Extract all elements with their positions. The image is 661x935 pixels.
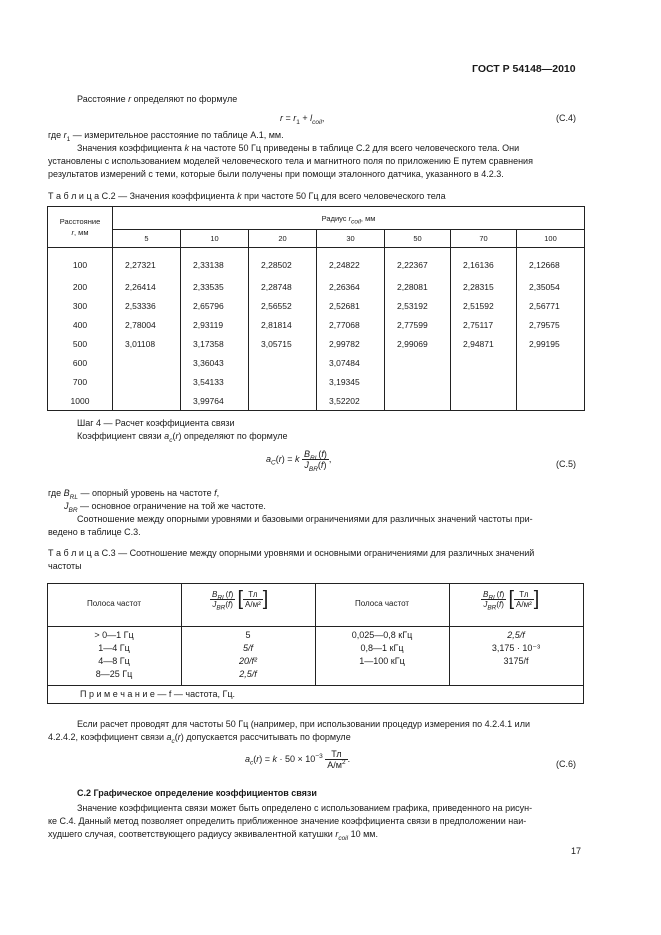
c2-value-cell: 2,26414 — [113, 277, 181, 296]
table-row — [48, 334, 585, 353]
c2-value-cell: 3,19345 — [317, 372, 385, 391]
c2-radius-70: 70 — [451, 230, 517, 248]
c2-value-cell: 2,28748 — [249, 277, 317, 296]
c2-value-cell: 2,26364 — [317, 277, 385, 296]
c2-distance-cell: 300 — [48, 296, 113, 315]
step4-para-line1: Соотношение между опорными уровнями и базовыми ограничениями для различных значений частоты при- — [77, 514, 533, 524]
formula-c5: $a_C(r) = k$ $\frac{B_{RL}(f)}{J_{BR}(f)}$ , — [266, 449, 332, 473]
c2-value-cell — [517, 353, 585, 372]
c2-distance-cell: 700 — [48, 372, 113, 391]
c3-left-band-1: > 0—1 Гц — [94, 630, 134, 640]
c2-value-cell: 2,79575 — [517, 315, 585, 334]
c2-radius-100: 100 — [517, 230, 585, 248]
c2-radius-20: 20 — [249, 230, 317, 248]
c3-header-ratio-left: $\frac{B_{RL}(f)}{J_{BR}(f)}$ [ $\frac{Тл}{\text{А/м²}}$ ] — [212, 588, 269, 612]
table-row — [48, 353, 585, 372]
c2-value-cell: 2,33535 — [181, 277, 249, 296]
c2-value-cell: 2,65796 — [181, 296, 249, 315]
section-c2-line1: Значение коэффициента связи может быть определено с использованием графика, приведенного на рисун- — [77, 803, 533, 813]
c2-value-cell: 2,99195 — [517, 334, 585, 353]
c3-right-band-1: 0,025—0,8 кГц — [351, 630, 413, 640]
para-k-line1: Значения коэффициента k на частоте 50 Гц приведены в таблице С.2 для всего человеческого тела. Они — [77, 143, 520, 153]
table-row — [48, 277, 585, 296]
c2-value-cell: 2,35054 — [517, 277, 585, 296]
c2-value-cell: 2,12668 — [517, 248, 585, 278]
c2-value-cell — [385, 372, 451, 391]
c2-value-cell — [249, 391, 317, 411]
c2-value-cell: 3,52202 — [317, 391, 385, 411]
where-brl: где $B_{RL}$ — опорный уровень на частоте f, — [48, 488, 220, 501]
c3-left-value-4: 2,5/f — [239, 669, 257, 679]
c3-left-band-2: 1—4 Гц — [98, 643, 130, 653]
section-c2-line3: худшего случая, соответствующего радиусу эквивалентной катушки $r_{coil}$ 10 мм. — [48, 829, 378, 842]
c2-value-cell: 2,24822 — [317, 248, 385, 278]
c2-value-cell: 2,75117 — [451, 315, 517, 334]
table-row — [48, 315, 585, 334]
c2-value-cell: 3,07484 — [317, 353, 385, 372]
c2-value-cell: 2,28502 — [249, 248, 317, 278]
c3-note: П р и м е ч а н и е — f — частота, Гц. — [80, 689, 235, 699]
c3-right-value-1: 2,5/f — [507, 630, 525, 640]
eq-number-c4: (С.4) — [556, 113, 576, 123]
c2-value-cell: 3,54133 — [181, 372, 249, 391]
where-jbr: $J_{BR}$ — основное ограничение на той же частоте. — [64, 501, 266, 514]
c2-value-cell: 2,56552 — [249, 296, 317, 315]
c2-value-cell: 3,36043 — [181, 353, 249, 372]
formula-c4: $r = r_1 + l_{coil}$, — [280, 113, 325, 126]
c2-value-cell — [517, 391, 585, 411]
c2-value-cell: 2,56771 — [517, 296, 585, 315]
c2-value-cell — [451, 372, 517, 391]
standard-header: ГОСТ Р 54148—2010 — [472, 63, 576, 75]
table-c3-caption-line2: частоты — [48, 561, 82, 571]
c2-radius-50: 50 — [385, 230, 451, 248]
section-c2-line2: ке С.4. Данный метод позволяет определить приближенное значение коэффициента связи в предположении наи- — [48, 816, 527, 826]
table-row — [48, 296, 585, 315]
c3-left-value-2: 5/f — [242, 643, 253, 653]
eq-number-c5: (С.5) — [556, 459, 576, 469]
step4-para-line2: ведено в таблице С.3. — [48, 527, 141, 537]
c3-right-band-2: 0,8—1 кГц — [360, 643, 404, 653]
c3-left-value-3: 20/f² — [238, 656, 257, 666]
c2-value-cell: 2,78004 — [113, 315, 181, 334]
c2-value-cell: 2,27321 — [113, 248, 181, 278]
eq-number-c6: (С.6) — [556, 759, 576, 769]
c2-value-cell: 3,05715 — [249, 334, 317, 353]
para-k-line3: результатов измерений с теми, которые были получены при помощи эталонного датчика, указанного в 4.2.3. — [48, 169, 504, 179]
c2-radius-5: 5 — [113, 230, 181, 248]
c2-value-cell — [113, 353, 181, 372]
c2-distance-cell: 400 — [48, 315, 113, 334]
c2-value-cell — [249, 372, 317, 391]
c3-left-band-3: 4—8 Гц — [98, 656, 130, 666]
c2-header-distance: Расстояние r, мм — [48, 207, 113, 248]
calc50-line2: 4.2.4.2, коэффициент связи $a_c(r)$ допускается рассчитывать по формуле — [48, 732, 351, 745]
c2-value-cell: 2,51592 — [451, 296, 517, 315]
c2-value-cell: 3,99764 — [181, 391, 249, 411]
table-row — [48, 372, 585, 391]
c2-value-cell: 2,99782 — [317, 334, 385, 353]
c2-value-cell: 3,17358 — [181, 334, 249, 353]
page-number: 17 — [571, 846, 582, 856]
c2-distance-cell: 100 — [48, 248, 113, 278]
where-r1: где $r_1$ — измерительное расстояние по таблице А.1, мм. — [48, 130, 284, 143]
c2-value-cell — [113, 391, 181, 411]
c2-value-cell: 3,01108 — [113, 334, 181, 353]
c2-radius-30: 30 — [317, 230, 385, 248]
c2-distance-cell: 1000 — [48, 391, 113, 411]
c2-value-cell — [385, 353, 451, 372]
c3-header-band-left: Полоса частот — [86, 599, 142, 608]
c2-value-cell — [113, 372, 181, 391]
step4-title: Шаг 4 — Расчет коэффициента связи — [77, 418, 235, 428]
c2-value-cell: 2,33138 — [181, 248, 249, 278]
formula-c6: $a_c(r) = k \cdot 50 \times 10^{-3}$ $\frac{Тл}{А/м^2}$ . — [245, 749, 351, 770]
c2-value-cell: 2,77599 — [385, 315, 451, 334]
section-c2-title: С.2 Графическое определение коэффициентов связи — [77, 788, 317, 798]
table-c3 — [47, 583, 584, 704]
c2-value-cell: 2,77068 — [317, 315, 385, 334]
c2-value-cell: 2,99069 — [385, 334, 451, 353]
c3-right-value-3: 3175/f — [503, 656, 529, 666]
c3-right-band-3: 1—100 кГц — [359, 656, 405, 666]
table-c3-caption-line1: Т а б л и ц а С.3 — Соотношение между опорными уровнями и основными ограничениями для различных значений — [48, 548, 535, 558]
c2-header-radius: Радиус $r_{coil}$, мм — [113, 207, 585, 230]
c2-distance-cell: 200 — [48, 277, 113, 296]
table-row — [48, 248, 585, 278]
c2-value-cell: 2,28315 — [451, 277, 517, 296]
c2-value-cell — [249, 353, 317, 372]
c2-distance-cell: 600 — [48, 353, 113, 372]
c2-distance-cell: 500 — [48, 334, 113, 353]
c2-value-cell: 2,93119 — [181, 315, 249, 334]
c2-value-cell: 2,16136 — [451, 248, 517, 278]
c2-value-cell: 2,22367 — [385, 248, 451, 278]
table-c2 — [47, 206, 585, 411]
c2-header-radii-row — [48, 230, 585, 248]
c3-header-band-right: Полоса частот — [354, 599, 410, 608]
c3-left-value-1: 5 — [245, 630, 251, 640]
calc50-line1: Если расчет проводят для частоты 50 Гц (например, при использовании процедур измерения по 4.2.4.1 или — [77, 719, 530, 729]
c2-value-cell: 2,94871 — [451, 334, 517, 353]
c3-right-value-2: 3,175 · 10⁻³ — [491, 643, 541, 653]
c2-value-cell — [385, 391, 451, 411]
c2-value-cell — [451, 391, 517, 411]
para-k-line2: установлены с использованием моделей человеческого тела и магнитного поля по приложению Е путем сравнения — [48, 156, 533, 166]
distance-line: Расстояние r определяют по формуле — [77, 94, 238, 104]
c3-header-ratio-right: $\frac{B_{RL}(f)}{J_{BR}(f)}$ [ $\frac{Тл}{\text{А/м²}}$ ] — [483, 588, 540, 612]
c2-value-cell — [451, 353, 517, 372]
c2-header-row — [48, 207, 585, 230]
c2-value-cell: 2,81814 — [249, 315, 317, 334]
c3-left-band-4: 8—25 Гц — [95, 669, 133, 679]
c2-radius-10: 10 — [181, 230, 249, 248]
c2-value-cell: 2,53192 — [385, 296, 451, 315]
c2-value-cell: 2,28081 — [385, 277, 451, 296]
table-row — [48, 391, 585, 411]
c2-value-cell: 2,52681 — [317, 296, 385, 315]
c2-value-cell — [517, 372, 585, 391]
c2-value-cell: 2,53336 — [113, 296, 181, 315]
table-c2-caption: Т а б л и ц а С.2 — Значения коэффициента k при частоте 50 Гц для всего человеческого тела — [48, 191, 446, 201]
step4-line: Коэффициент связи $a_c(r)$ определяют по формуле — [77, 431, 288, 444]
